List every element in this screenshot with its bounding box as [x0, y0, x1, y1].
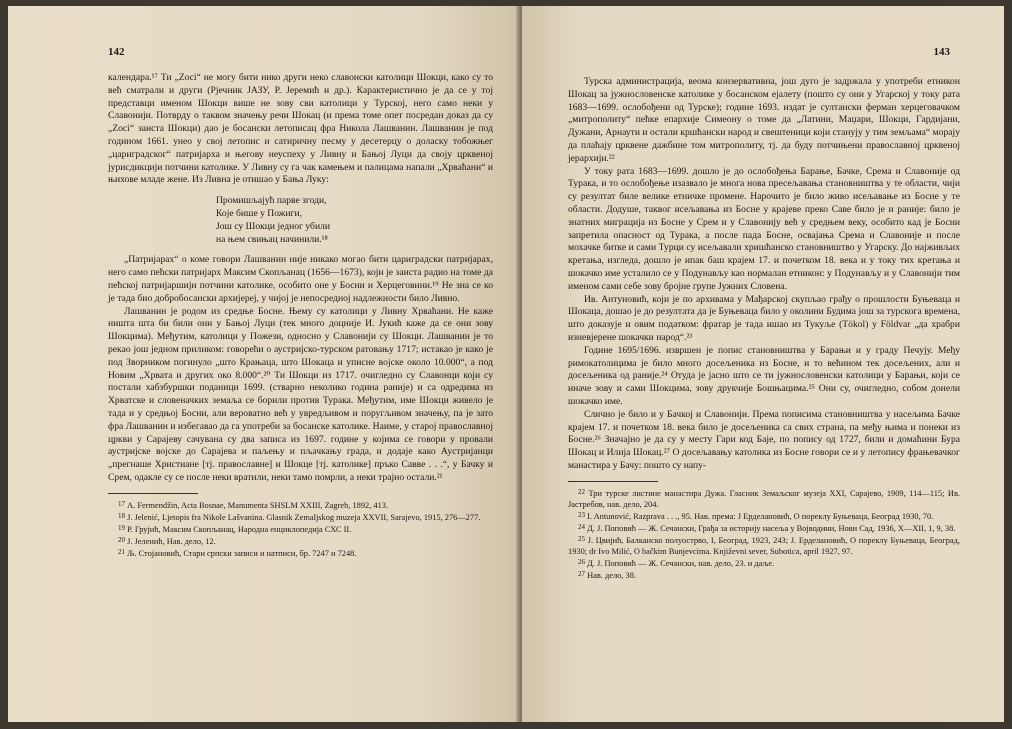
footnote-divider [568, 481, 658, 482]
footnote [568, 487, 960, 510]
footnote-text: Д. Ј. Поповић — Ж. Сечански, нав. дело, 23. и даље. [587, 558, 775, 568]
footnote-text: Љ. Стојановић, Стари српски записи и натписи, бр. 7247 и 7248. [127, 548, 357, 558]
footnote-text: J. Јеленић, Нав. дело, 12. [127, 536, 216, 546]
book-spread [8, 6, 1004, 722]
footnote-text: Три турске листине манастира Дужа. Гласник Земаљског музеја XXI, Сарајево, 1909, 114—115; Ив. Јастребов, нав. дело, 204. [568, 488, 960, 509]
footnote-number: 21 [118, 547, 125, 556]
footnote-text: А. Fermendžin, Acta Bosnae, Manumenta SHSLM XXIII, Zagreb, 1892, 413. [127, 500, 389, 510]
paragraph: Турска администрација, веома конзервативна, још дуго је задржала у употреби етникон Шокац за јужнословенске католике у босанском ејалету (пошто су они у Угарској у току рата 1683—1699. ослобођени од Турске); године 1693. издат је султански ферман херцеговачком „митрополиту“ пећке епархије Симеону о томе да „Латини, Маџари, Шокци, Гардијани, Дужани, Арнаути и остали кршћански народ и свештеници који станују у тим земљама“ морају да плаћају црквене дажбине том митрополиту, тј. да буду потчињени православној црквеној јерархији.²² [568, 76, 960, 164]
footnote [108, 535, 493, 547]
footnote [108, 547, 493, 559]
page-body [108, 72, 493, 559]
footnote-number: 23 [578, 510, 585, 519]
footnote-text: Нав. дело, 38. [587, 570, 637, 580]
page-number: 143 [933, 46, 950, 58]
footnote [108, 499, 493, 511]
footnote-number: 20 [118, 535, 125, 544]
footnotes [568, 487, 960, 581]
footnote-text: I. Antunović, Razprava . . ., 95. Нав. према: J Ерделановић, О пореклу Буњеваца, Београд 1930, 70. [587, 511, 934, 521]
footnote-number: 24 [578, 522, 585, 531]
footnote-number: 25 [578, 534, 585, 543]
footnote-text: Ј. Цвијић, Балканско полуострво, I, Београд, 1923, 243; Ј. Ерделановић, О пореклу Буњеваца, Београд, 1930; dr Ivo Milić, O bačkim Bunjevcima. Književni sever, Subotica, april 1927, 97. [568, 535, 960, 556]
footnote-number: 26 [578, 557, 585, 566]
footnote [568, 557, 960, 569]
verse-quote [216, 195, 493, 246]
paragraph: Године 1695/1696. извршен је попис становништва у Барањи и у граду Печују. Међу римокатолицима је било много досељеника из Босне, и то већином тек досељених, али и досељеника од раније.²⁴ Отуда је јасно што се ти јужнословенски католици у Барањи, који се иначе зову и сами Шокцима, зову друкчије Бошњацима.²⁵ Они су, очигледно, собом донели шокачко име. [568, 344, 960, 407]
right-page [522, 6, 1004, 722]
paragraph: Ив. Антуновић, који је по архивама у Мађарској скупљао грађу о прошлости Буњеваца и Шокаца, дошао је до резултата да је Буњеваца било у околини Будима још за турскога времена, што доказује и овим податком: фратар је тада ишао из Тукуље (Tökol) у Földvar „да храбри изневјерене шокачки народ“.²³ [568, 293, 960, 343]
footnotes [108, 499, 493, 559]
paragraph: Слично је било и у Бачкој и Славонији. Према пописима становништва у насељима Бачке крајем 17. и почетком 18. века било је досељеника са свих страна, па међу њима и понеки из Босне.²⁶ Значајно је да су у месту Гари код Баје, по попису од 1727, били и домаћини Бура Шокац и Илија Шокац.²⁷ О досељавању католика из Босне говори се и у летопису фрањевачког манастира у Бачу: пошто су напу- [568, 408, 960, 471]
paragraph: календара.¹⁷ Ти „Zoci“ не могу бити нико други неко славонски католици Шокци, како су то већ сматрали и други (Рјечник ЈАЗУ, Р. Јеремић и др.). Карактеристично је да се у тој представци именом Шокци више не зову сви католици у Турској, него само неки у Славонији. Потврду о таквом значењу речи Шокац (и према томе опет посредан доказ да су „Zoci“ заиста Шокци) дао је босански летописац фра Никола Лашванин. Лашванин је под годином 1661. унео у свој летопис и сатиричну песму у десетерцу о доласку тобожњег „цариградског“ патријарха и његову неуспеху у Ливну и Бањој Луци да своју црквеној јурисдикцији потчини католике. У Ливну су га чак камењем и палицама напали „Хрваћани“ и њихове младе жене. Из Ливна је отишао у Бања Луку: [108, 72, 493, 186]
verse-line: на њем свињац начинили.¹⁸ [216, 233, 328, 245]
verse-line: Промишљајућ парве згоди, [216, 195, 327, 207]
paragraph: Лашванин је родом из средње Босне. Њему су католици у Ливну Хрваћани. Не каже ништа шта би били они у Бањој Луци (тек много доцније И. Јукић каже да се они зову Шокцима). Међутим, католици у Пожези, односно у Славонији су Шокци. Лашванин је то рекао још једном приликом: говорећи о аустријско-турском ратовању 1717; истакао је како је под Зворником погинуло „што Крањаца, што Шокаца и уписне војске около 10.000“, а под Новим „Хрвата и других око 8.000“.²⁰ Ти Шокци из 1717. очигледно су Славонци који су постали хабзбуршки поданици 1699. (стварно неколико година раније) и са одредима из Хрватске и словеначких земаља се борили против Турака. Међутим, име Шокци живело је тада и у средњој Босни, али вероватно већ у увредљивом и поругљивом значењу, па је зато фра Лашванин и избегавао да га употреби за босанске католике. Наиме, у старој православној цркви у Сарајеву сачувана су два записа из 1697. године у којима се говори у провали аустријске војске до Сарајева и паљењу и пљачкању града, и додаје како Аустријанци „прегнаше Христиане [тј. православне] и Шокце [тј. католике] пръко Савве . . .“, у Бачку и Срем, одакле су се после неки вратили, неки тамо помрли, а неки трајно остали.²¹ [108, 305, 493, 483]
paragraph: У току рата 1683—1699. дошло је до ослобођења Барање, Бачке, Срема и Славоније од Турака, и то ослобођење изазвало је многа нова пресељавања становништва у те области, чији су резултат биле велике етничке промене. Нарочито је било живо исељавање из Босне у те области. Додуше, таквог исељавања из Босне у крајеве преко Саве било је и раније: било је знатних миграција из Босне у Срем и у Славонију већ у средњем веку, особито кад је Босни запретила опасност од Турака, а после пада Босне, освајања Срема и Славоније и после мохачке битке и сами Турци су исељавали хришћанско становништво у Угарску. До најживљих кретања, изгледа, дошло је ипак баш крајем 17. и почетком 18. века и у току тих кретања и шокачко име усталило се у Подунављу као нормалан етникон: у Подунављу и у Славонији тим именом сами себе зову бројне групе Јужних Словена. [568, 165, 960, 292]
left-page [8, 6, 520, 722]
footnote-divider [108, 493, 198, 494]
footnote-text: J. Jelenić, Ljetopis fra Nikole Lašvanina. Glasnik Zemaljskog muzeja XXVII, Sarajevo, 1915, 276—277. [127, 512, 481, 522]
footnote-number: 22 [578, 487, 585, 496]
verse-line: Још су Шокци једног убили [216, 220, 330, 232]
page-number: 142 [108, 46, 125, 58]
footnote [568, 510, 960, 522]
footnote-text: Д. Ј. Поповић — Ж. Сечански, Грађа за историју насеља у Војводини, Нови Сад, 1936, Х—XII, 1, 9, 38. [587, 523, 956, 533]
footnote [108, 523, 493, 535]
footnote-number: 17 [118, 499, 125, 508]
footnote [108, 511, 493, 523]
page-body [568, 76, 960, 581]
footnote-number: 19 [118, 523, 125, 532]
footnote [568, 569, 960, 581]
footnote [568, 522, 960, 534]
verse-line: Које бише у Пожиги, [216, 207, 303, 219]
footnote-number: 27 [578, 569, 585, 578]
paragraph: „Патријарах“ о коме говори Лашванин није никако могао бити цариградски патријарах, него само пећски патријарх Максим Скопљанац (1656—1673), који је заиста радио на томе да пећској патријаршији потчини католике, особито оне у Босни и Херцеговини.¹⁹ Не зна се ко је тада био добробосански архијереј, у чијој је непосредној надлежности било Ливно. [108, 254, 493, 304]
footnote [568, 534, 960, 557]
footnote-text: Р. Грујић, Максим Скопљанац, Народна енциклопедија СХС II. [127, 524, 352, 534]
footnote-number: 18 [118, 511, 125, 520]
